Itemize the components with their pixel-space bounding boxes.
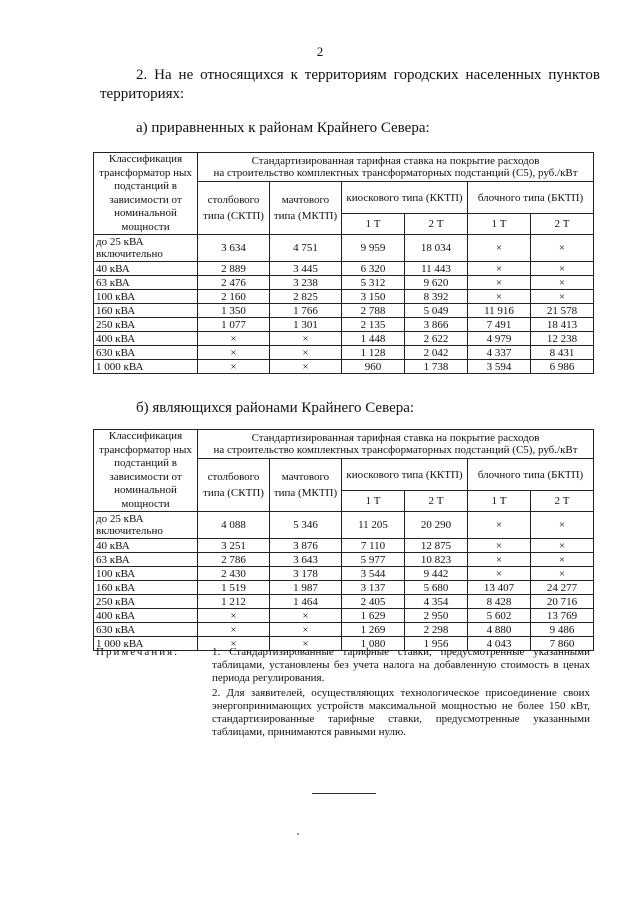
cell-mast: × [270, 346, 342, 360]
cell-block-2t: 9 486 [531, 623, 594, 637]
header-rate-line1: Стандартизированная тарифная ставка на покрытие расходов [251, 432, 540, 444]
header-block: блочного типа (БКТП) [468, 182, 594, 214]
table-row [94, 346, 594, 360]
cell-block-1t: × [468, 512, 531, 539]
header-block-1t: 1 Т [468, 214, 531, 235]
header-mast: мачтового типа (МКТП) [270, 459, 342, 512]
cell-block-1t: 3 594 [468, 360, 531, 374]
header-kiosk: киоскового типа (ККТП) [342, 182, 468, 214]
cell-kiosk-1t: 11 205 [342, 512, 405, 539]
cell-kiosk-1t: 9 959 [342, 235, 405, 262]
row-label: 400 кВА [94, 609, 198, 623]
row-label: 1 000 кВА [94, 360, 198, 374]
cell-block-2t: 6 986 [531, 360, 594, 374]
table-row [94, 581, 594, 595]
cell-pole: × [198, 609, 270, 623]
header-block-2t: 2 Т [531, 491, 594, 512]
cell-kiosk-1t: 6 320 [342, 262, 405, 276]
table-row [94, 553, 594, 567]
cell-block-1t: × [468, 262, 531, 276]
cell-mast: 3 876 [270, 539, 342, 553]
table-row [94, 262, 594, 276]
cell-kiosk-1t: 1 080 [342, 637, 405, 651]
header-block-2t: 2 Т [531, 214, 594, 235]
cell-mast: 3 238 [270, 276, 342, 290]
table-row [94, 290, 594, 304]
table-row [94, 512, 594, 539]
cell-kiosk-2t: 2 042 [405, 346, 468, 360]
header-kiosk-2t: 2 Т [405, 491, 468, 512]
cell-block-2t: 21 578 [531, 304, 594, 318]
cell-kiosk-2t: 5 680 [405, 581, 468, 595]
cell-kiosk-1t: 1 269 [342, 623, 405, 637]
cell-block-1t: 5 602 [468, 609, 531, 623]
tariff-table-a [93, 152, 594, 374]
cell-mast: 5 346 [270, 512, 342, 539]
cell-kiosk-1t: 5 977 [342, 553, 405, 567]
header-classification: Классификация трансформатор ных подстанций в зависимости от номинальной мощности [94, 430, 198, 512]
cell-pole: 2 476 [198, 276, 270, 290]
cell-block-1t: × [468, 276, 531, 290]
cell-pole: × [198, 346, 270, 360]
row-label: 100 кВА [94, 567, 198, 581]
cell-kiosk-1t: 1 629 [342, 609, 405, 623]
cell-block-2t: × [531, 539, 594, 553]
header-block-1t: 1 Т [468, 491, 531, 512]
row-label: до 25 кВА включительно [94, 235, 198, 262]
cell-kiosk-2t: 1 956 [405, 637, 468, 651]
table-row [94, 235, 594, 262]
row-label: 160 кВА [94, 581, 198, 595]
cell-pole: × [198, 332, 270, 346]
cell-kiosk-2t: 5 049 [405, 304, 468, 318]
cell-block-1t: × [468, 539, 531, 553]
header-pole: столбового типа (СКТП) [198, 459, 270, 512]
cell-pole: × [198, 637, 270, 651]
header-rate-line2: на строительство комплектных трансформаторных подстанций (С5), руб./кВт [213, 444, 578, 456]
row-label: 1 000 кВА [94, 637, 198, 651]
table-b-title: б) являющихся районами Крайнего Севера: [136, 400, 415, 416]
cell-pole: × [198, 623, 270, 637]
cell-block-2t: 12 238 [531, 332, 594, 346]
row-label: 250 кВА [94, 318, 198, 332]
cell-mast: × [270, 609, 342, 623]
cell-block-1t: × [468, 567, 531, 581]
cell-block-1t: 13 407 [468, 581, 531, 595]
cell-block-2t: 18 413 [531, 318, 594, 332]
header-kiosk: киоскового типа (ККТП) [342, 459, 468, 491]
cell-block-1t: × [468, 553, 531, 567]
cell-kiosk-1t: 5 312 [342, 276, 405, 290]
table-row [94, 276, 594, 290]
cell-kiosk-2t: 1 738 [405, 360, 468, 374]
cell-pole: 1 077 [198, 318, 270, 332]
cell-mast: 1 301 [270, 318, 342, 332]
cell-kiosk-2t: 8 392 [405, 290, 468, 304]
header-classification: Классификация трансформатор ных подстанций в зависимости от номинальной мощности [94, 153, 198, 235]
cell-block-2t: × [531, 276, 594, 290]
cell-block-2t: × [531, 567, 594, 581]
cell-pole: 3 251 [198, 539, 270, 553]
cell-pole: 1 350 [198, 304, 270, 318]
cell-pole: 3 634 [198, 235, 270, 262]
closing-rule [312, 793, 376, 794]
row-label: до 25 кВА включительно [94, 512, 198, 539]
cell-kiosk-1t: 3 137 [342, 581, 405, 595]
header-rate [198, 430, 594, 459]
row-label: 400 кВА [94, 332, 198, 346]
cell-mast: 1 766 [270, 304, 342, 318]
row-label: 63 кВА [94, 276, 198, 290]
cell-kiosk-2t: 9 620 [405, 276, 468, 290]
cell-mast: × [270, 637, 342, 651]
cell-block-2t: × [531, 235, 594, 262]
note-1: 1. Стандартизированные тарифные ставки, предусмотренные указанными таблицами, установлены без учета налога на добавленную стоимость в ценах периода регулирования. [212, 646, 590, 684]
cell-kiosk-2t: 11 443 [405, 262, 468, 276]
cell-kiosk-1t: 960 [342, 360, 405, 374]
table-row [94, 595, 594, 609]
row-label: 630 кВА [94, 346, 198, 360]
cell-block-1t: × [468, 290, 531, 304]
cell-block-1t: 7 491 [468, 318, 531, 332]
row-label: 63 кВА [94, 553, 198, 567]
cell-kiosk-2t: 2 298 [405, 623, 468, 637]
cell-mast: 3 643 [270, 553, 342, 567]
table-row [94, 623, 594, 637]
cell-mast: × [270, 360, 342, 374]
cell-pole: 2 786 [198, 553, 270, 567]
cell-block-2t: × [531, 512, 594, 539]
scan-speck [297, 833, 299, 835]
cell-pole: 2 430 [198, 567, 270, 581]
cell-pole: 2 889 [198, 262, 270, 276]
row-label: 630 кВА [94, 623, 198, 637]
cell-block-1t: × [468, 235, 531, 262]
row-label: 250 кВА [94, 595, 198, 609]
table-row [94, 304, 594, 318]
table-a-title: а) приравненных к районам Крайнего Севера: [136, 120, 430, 136]
cell-block-2t: 13 769 [531, 609, 594, 623]
cell-block-2t: 24 277 [531, 581, 594, 595]
tariff-table-b [93, 429, 594, 651]
cell-block-2t: 8 431 [531, 346, 594, 360]
cell-kiosk-2t: 9 442 [405, 567, 468, 581]
cell-pole: 1 212 [198, 595, 270, 609]
cell-block-1t: 4 043 [468, 637, 531, 651]
cell-mast: 3 178 [270, 567, 342, 581]
cell-kiosk-2t: 4 354 [405, 595, 468, 609]
header-rate [198, 153, 594, 182]
cell-block-1t: 11 916 [468, 304, 531, 318]
header-rate-line2: на строительство комплектных трансформаторных подстанций (С5), руб./кВт [213, 167, 578, 179]
table-row [94, 360, 594, 374]
cell-kiosk-2t: 2 622 [405, 332, 468, 346]
notes-label: Примечания: [96, 646, 180, 658]
cell-pole: 4 088 [198, 512, 270, 539]
cell-kiosk-1t: 2 405 [342, 595, 405, 609]
table-row [94, 318, 594, 332]
cell-block-2t: × [531, 262, 594, 276]
cell-block-1t: 4 979 [468, 332, 531, 346]
cell-kiosk-2t: 12 875 [405, 539, 468, 553]
note-2: 2. Для заявителей, осуществляющих технологическое присоединение своих энергопринимающих устройств максимальной мощностью не более 150 кВт, стандартизированные тарифные ставки, предусмотренные указанными таблицами, принимаются равными нулю. [212, 687, 590, 738]
header-kiosk-1t: 1 Т [342, 491, 405, 512]
cell-block-2t: × [531, 290, 594, 304]
cell-kiosk-2t: 2 950 [405, 609, 468, 623]
section-title: 2. На не относящихся к территориям городских населенных пунктов территориях: [100, 67, 600, 102]
cell-block-1t: 4 880 [468, 623, 531, 637]
cell-mast: 1 987 [270, 581, 342, 595]
cell-kiosk-1t: 2 788 [342, 304, 405, 318]
cell-pole: × [198, 360, 270, 374]
notes [212, 646, 590, 741]
cell-pole: 2 160 [198, 290, 270, 304]
table-row [94, 332, 594, 346]
cell-kiosk-1t: 1 448 [342, 332, 405, 346]
table-row [94, 539, 594, 553]
header-kiosk-2t: 2 Т [405, 214, 468, 235]
cell-block-1t: 8 428 [468, 595, 531, 609]
cell-mast: 3 445 [270, 262, 342, 276]
cell-kiosk-1t: 1 128 [342, 346, 405, 360]
row-label: 100 кВА [94, 290, 198, 304]
header-kiosk-1t: 1 Т [342, 214, 405, 235]
cell-block-2t: 7 860 [531, 637, 594, 651]
cell-mast: 1 464 [270, 595, 342, 609]
page-number: 2 [316, 44, 324, 59]
cell-pole: 1 519 [198, 581, 270, 595]
cell-kiosk-1t: 3 150 [342, 290, 405, 304]
cell-block-2t: 20 716 [531, 595, 594, 609]
header-mast: мачтового типа (МКТП) [270, 182, 342, 235]
row-label: 160 кВА [94, 304, 198, 318]
cell-block-2t: × [531, 553, 594, 567]
cell-kiosk-2t: 10 823 [405, 553, 468, 567]
cell-kiosk-1t: 3 544 [342, 567, 405, 581]
cell-kiosk-2t: 20 290 [405, 512, 468, 539]
cell-mast: × [270, 332, 342, 346]
table-row [94, 609, 594, 623]
table-row [94, 567, 594, 581]
cell-block-1t: 4 337 [468, 346, 531, 360]
cell-mast: × [270, 623, 342, 637]
row-label: 40 кВА [94, 539, 198, 553]
cell-kiosk-2t: 3 866 [405, 318, 468, 332]
row-label: 40 кВА [94, 262, 198, 276]
header-rate-line1: Стандартизированная тарифная ставка на покрытие расходов [251, 155, 540, 167]
cell-mast: 2 825 [270, 290, 342, 304]
header-block: блочного типа (БКТП) [468, 459, 594, 491]
cell-kiosk-2t: 18 034 [405, 235, 468, 262]
cell-mast: 4 751 [270, 235, 342, 262]
header-pole: столбового типа (СКТП) [198, 182, 270, 235]
cell-kiosk-1t: 7 110 [342, 539, 405, 553]
cell-kiosk-1t: 2 135 [342, 318, 405, 332]
